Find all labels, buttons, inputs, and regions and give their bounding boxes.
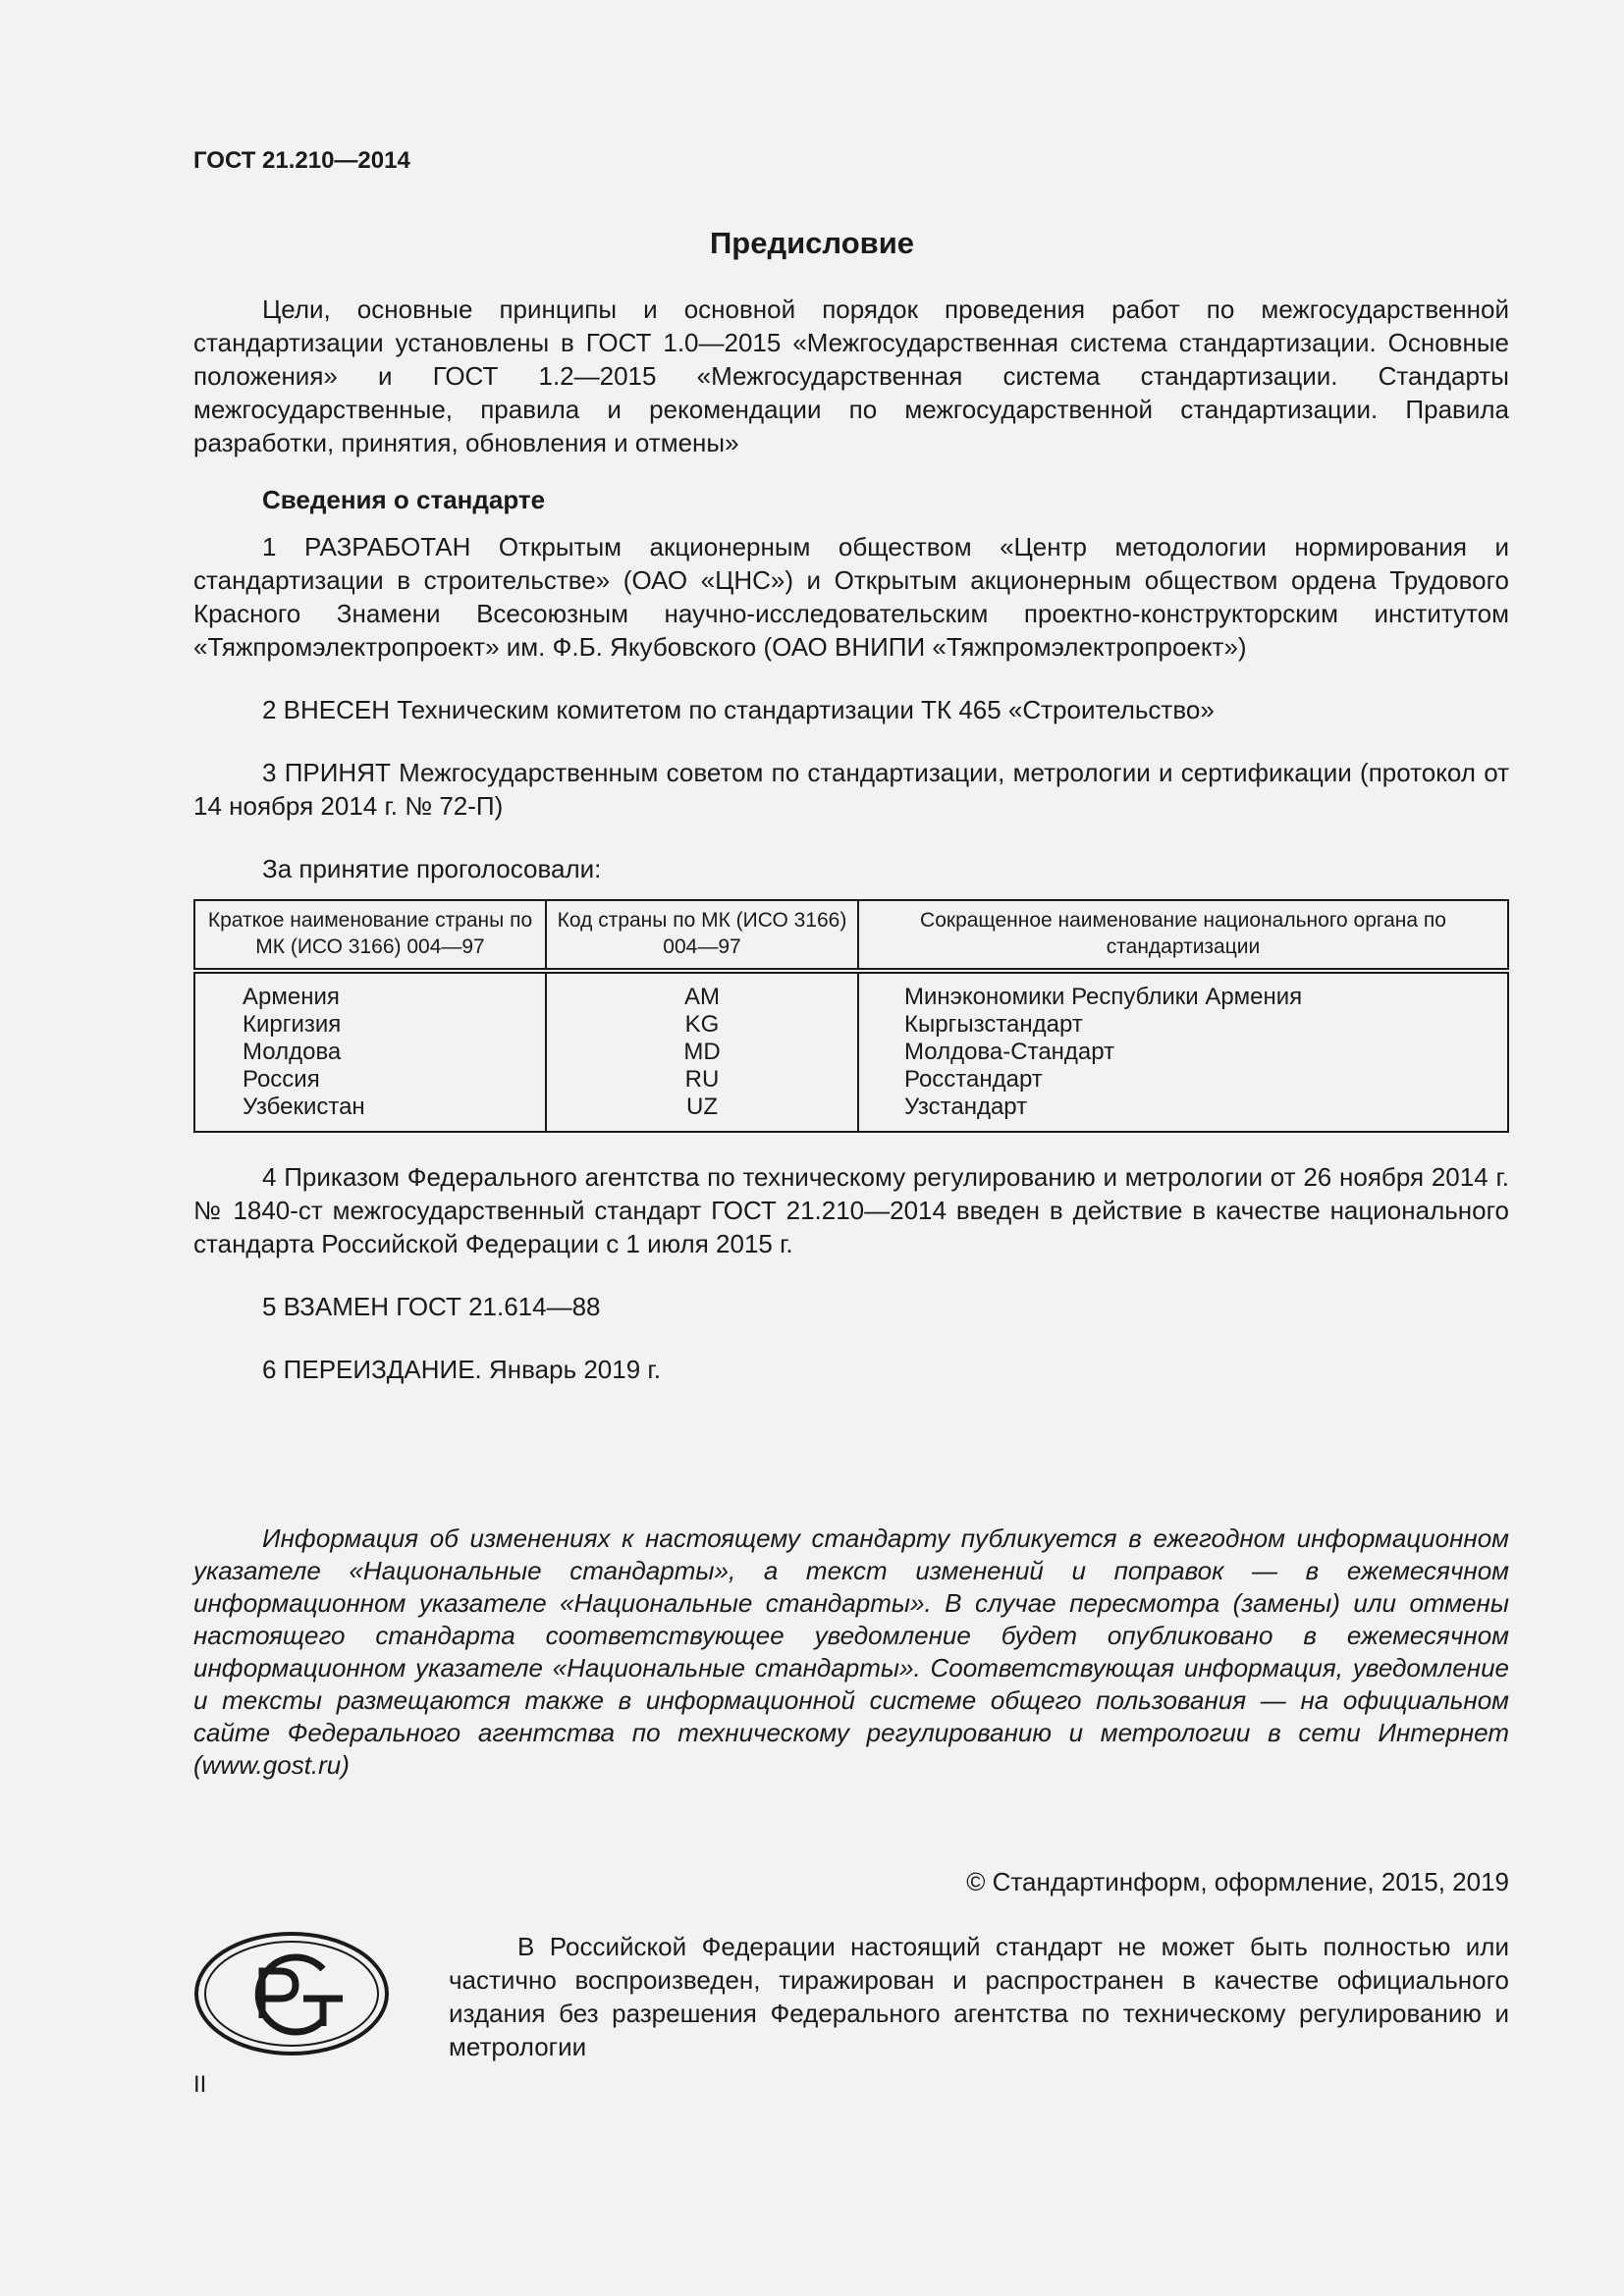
standards-body: Молдова-Стандарт bbox=[904, 1039, 1115, 1065]
page-title: Предисловие bbox=[709, 226, 914, 260]
legal-notice: В Российской Федерации настоящий стандарт не может быть полностью или частично воспроизведен, тиражирован и распространен в качестве официального издания без разрешения Федерального агентства по техническому регулированию и метрологии bbox=[449, 1932, 1509, 2061]
copyright-notice: © Стандартинформ, оформление, 2015, 2019 bbox=[966, 1867, 1509, 1896]
item-enacted: 4 Приказом Федерального агентства по техническому регулированию и метрологии от 26 ноября 2014 г. № 1840-ст межгосударственный стандарт ГОСТ 21.210—2014 введен в действие в качестве национального стандарта Российской Федерации с 1 июля 2015 г. bbox=[193, 1162, 1509, 1258]
item-developed: 1 РАЗРАБОТАН Открытым акционерным обществом «Центр методологии нормирования и стандартизации в строительстве» (ОАО «ЦНС») и Открытым акционерным обществом ордена Трудового Красного Знамени Всесоюзным научно-исследовательским проектно-конструкторским институтом «Тяжпромэлектропроект» им. Ф.Б. Якубовского (ОАО ВНИПИ «Тяжпромэлектропроект») bbox=[193, 532, 1509, 662]
item-adopted: 3 ПРИНЯТ Межгосударственным советом по стандартизации, метрологии и сертификации (протокол от 14 ноября 2014 г. № 72-П) bbox=[193, 758, 1509, 821]
country-name: Узбекистан bbox=[243, 1094, 365, 1120]
table-header-row bbox=[194, 900, 1508, 971]
country-code: UZ bbox=[686, 1094, 718, 1120]
standards-body: Кыргызстандарт bbox=[904, 1011, 1083, 1038]
country-cell bbox=[194, 971, 546, 1132]
voting-table bbox=[193, 899, 1509, 1133]
gost-certification-mark-icon bbox=[193, 1930, 390, 2062]
code-cell bbox=[546, 971, 858, 1132]
intro-paragraph: Цели, основные принципы и основной порядок проведения работ по межгосударственной стандартизации установлены в ГОСТ 1.0—2015 «Межгосударственная система стандартизации. Основные положения» и ГОСТ 1.2—2015 «Межгосударственная система стандартизации. Стандарты межгосударственные, правила и рекомендации по межгосударственной стандартизации. Правила разработки, принятия, обновления и отмены» bbox=[193, 294, 1509, 457]
country-name: Армения bbox=[243, 984, 340, 1010]
changes-info-paragraph: Информация об изменениях к настоящему стандарту публикуется в ежегодном информационном указателе «Национальные стандарты», а текст изменений и поправок — в ежемесячном информационном указателе «Национальные стандарты». В случае пересмотра (замены) или отмены настоящего стандарта соответствующее уведомление будет опубликовано в ежемесячном информационном указателе «Национальные стандарты». Соответствующая информация, уведомление и тексты размещаются также в информационной системе общего пользования — на официальном сайте Федерального агентства по техническому регулированию и метрологии в сети Интернет (www.gost.ru) bbox=[193, 1523, 1509, 1780]
standards-body: Минэкономики Республики Армения bbox=[904, 984, 1303, 1010]
table-row bbox=[194, 971, 1508, 1132]
section-title: Сведения о стандарте bbox=[262, 485, 546, 514]
standards-body: Узстандарт bbox=[904, 1094, 1028, 1120]
page-number: II bbox=[193, 2071, 207, 2098]
body-cell bbox=[858, 971, 1508, 1132]
item-reissue: 6 ПЕРЕИЗДАНИЕ. Январь 2019 г. bbox=[262, 1355, 661, 1384]
country-code: AM bbox=[684, 984, 720, 1010]
standards-body: Росстандарт bbox=[904, 1066, 1043, 1093]
document-header: ГОСТ 21.210—2014 bbox=[193, 147, 410, 174]
column-header-body: Сокращенное наименование национального органа по стандартизации bbox=[858, 900, 1508, 971]
column-header-country: Краткое наименование страны по МК (ИСО 3166) 004—97 bbox=[194, 900, 546, 971]
country-code: MD bbox=[683, 1039, 721, 1065]
country-name: Россия bbox=[243, 1066, 320, 1093]
item-submitted: 2 ВНЕСЕН Техническим комитетом по стандартизации ТК 465 «Строительство» bbox=[262, 695, 1215, 724]
country-code: RU bbox=[684, 1066, 720, 1093]
country-code: KG bbox=[684, 1011, 720, 1038]
country-name: Молдова bbox=[243, 1039, 342, 1065]
vote-intro: За принятие проголосовали: bbox=[262, 854, 602, 883]
main-content bbox=[193, 293, 1509, 1386]
item-replaces: 5 ВЗАМЕН ГОСТ 21.614—88 bbox=[262, 1292, 601, 1321]
column-header-code: Код страны по МК (ИСО 3166) 004—97 bbox=[546, 900, 858, 971]
country-name: Киргизия bbox=[243, 1011, 342, 1038]
